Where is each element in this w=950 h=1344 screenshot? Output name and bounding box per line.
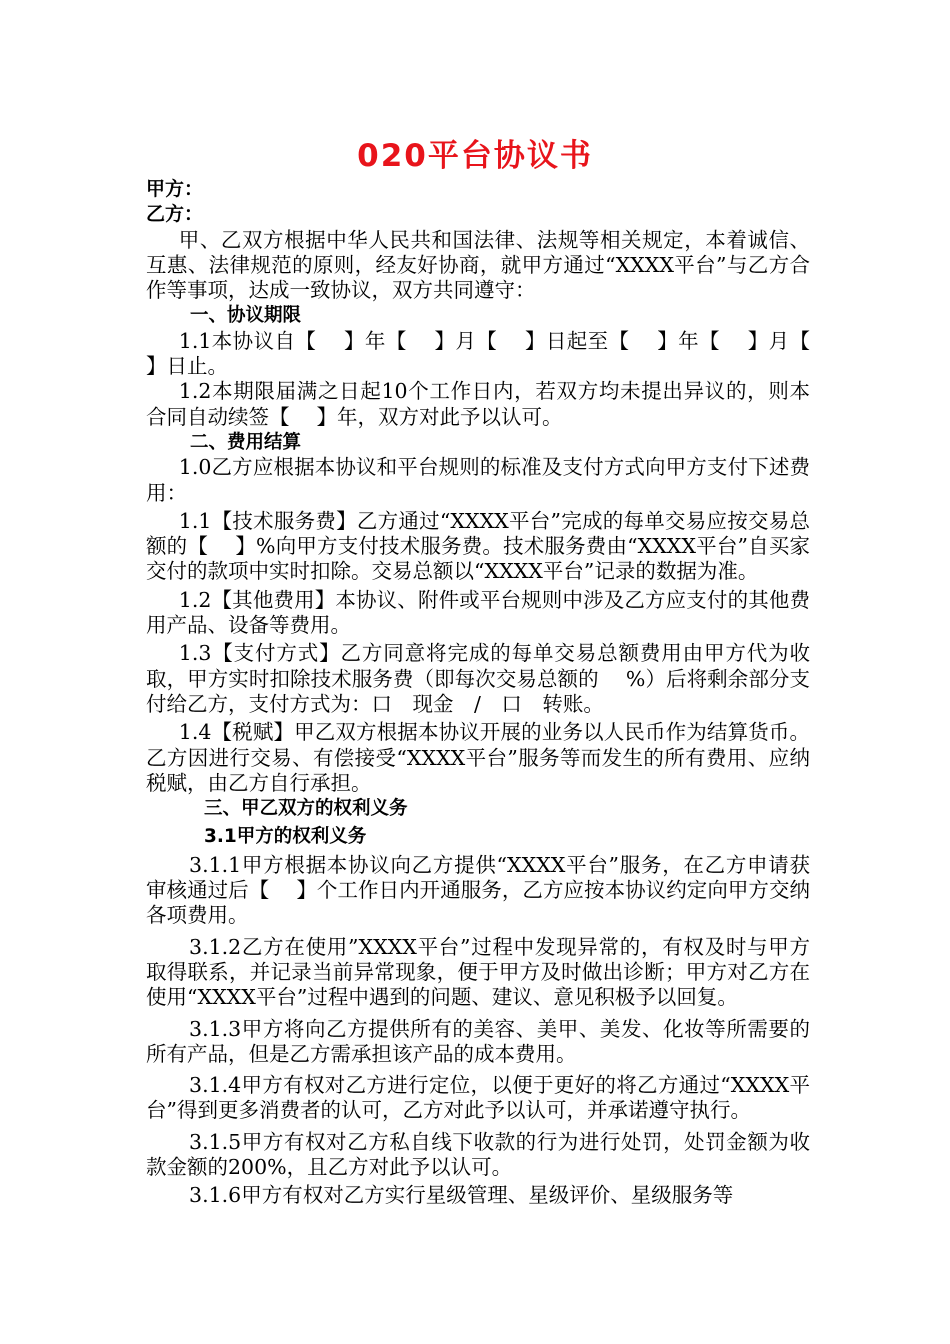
party-b-label: 乙方： bbox=[146, 203, 204, 226]
clause-3-1-2: 3.1.2乙方在使用”XXXX平台”过程中发现异常的，有权及时与甲方取得联系，并记录当前异常现象，便于甲方及时做出诊断；甲方对乙方在使用“XXXX平台”过程中遇到的问题、建议、意见积极予以回复。 bbox=[146, 934, 810, 1010]
section-1-heading: 一、协议期限 bbox=[190, 305, 302, 327]
clause-3-1-5: 3.1.5甲方有权对乙方私自线下收款的行为进行处罚，处罚金额为收款金额的200%，且乙方对此予以认可。 bbox=[146, 1129, 810, 1179]
clause-3-1-3: 3.1.3甲方将向乙方提供所有的美容、美甲、美发、化妆等所需要的所有产品，但是乙方需承担该产品的成本费用。 bbox=[146, 1016, 810, 1066]
document-body bbox=[146, 177, 838, 1209]
party-a-label: 甲方： bbox=[146, 178, 204, 200]
clause-2-1-1: 1.1【技术服务费】乙方通过“XXXX平台”完成的每单交易应按交易总额的【 】%向甲方支付技术服务费。技术服务费由“XXXX平台”自买家交付的款项中实时扣除。交易总额以“XXXX平台”记录的数据为准。 bbox=[146, 508, 810, 584]
clause-3-1-6: 3.1.6甲方有权对乙方实行星级管理、星级评价、星级服务等 bbox=[189, 1183, 734, 1208]
clause-1-2: 1.2本期限届满之日起10个工作日内，若双方均未提出异议的，则本合同自动续签【 】年，双方对此予以认可。 bbox=[146, 379, 810, 429]
subsection-3-1-heading: 3.1甲方的权利义务 bbox=[204, 826, 367, 848]
clause-3-1-1: 3.1.1甲方根据本协议向乙方提供“XXXX平台”服务，在乙方申请获审核通过后【 】个工作日内开通服务，乙方应按本协议约定向甲方交纳各项费用。 bbox=[146, 852, 810, 928]
intro-paragraph: 甲、乙双方根据中华人民共和国法律、法规等相关规定，本着诚信、互惠、法律规范的原则，经友好协商，就甲方通过“XXXX平台”与乙方合作等事项，达成一致协议，双方共同遵守： bbox=[146, 227, 810, 303]
clause-1-1: 1.1本协议自【 】年【 】月【 】日起至【 】年【 】月【 】日止。 bbox=[146, 328, 838, 379]
clause-2-1-4: 1.4【税赋】甲乙双方根据本协议开展的业务以人民币作为结算货币。乙方因进行交易、有偿接受“XXXX平台”服务等而发生的所有费用、应纳税赋，由乙方自行承担。 bbox=[146, 720, 810, 795]
clause-2-1-2: 1.2【其他费用】本协议、附件或平台规则中涉及乙方应支付的其他费用产品、设备等费用。 bbox=[146, 587, 810, 638]
section-3-heading: 三、甲乙双方的权利义务 bbox=[204, 798, 408, 820]
section-2-heading: 二、费用结算 bbox=[190, 431, 302, 453]
clause-2-1-3: 1.3【支付方式】乙方同意将完成的每单交易总额费用由甲方代为收取，甲方实时扣除技术服务费（即每次交易总额的 %）后将剩余部分支付给乙方，支付方式为：口 现金 / 口 转账。 bbox=[146, 641, 810, 716]
document-title: 020平台协议书 bbox=[357, 138, 593, 174]
clause-3-1-4: 3.1.4甲方有权对乙方进行定位，以便于更好的将乙方通过“XXXX平台”得到更多消费者的认可，乙方对此予以认可，并承诺遵守执行。 bbox=[146, 1073, 810, 1123]
clause-2-1-0: 1.0乙方应根据本协议和平台规则的标准及支付方式向甲方支付下述费用： bbox=[146, 455, 810, 505]
